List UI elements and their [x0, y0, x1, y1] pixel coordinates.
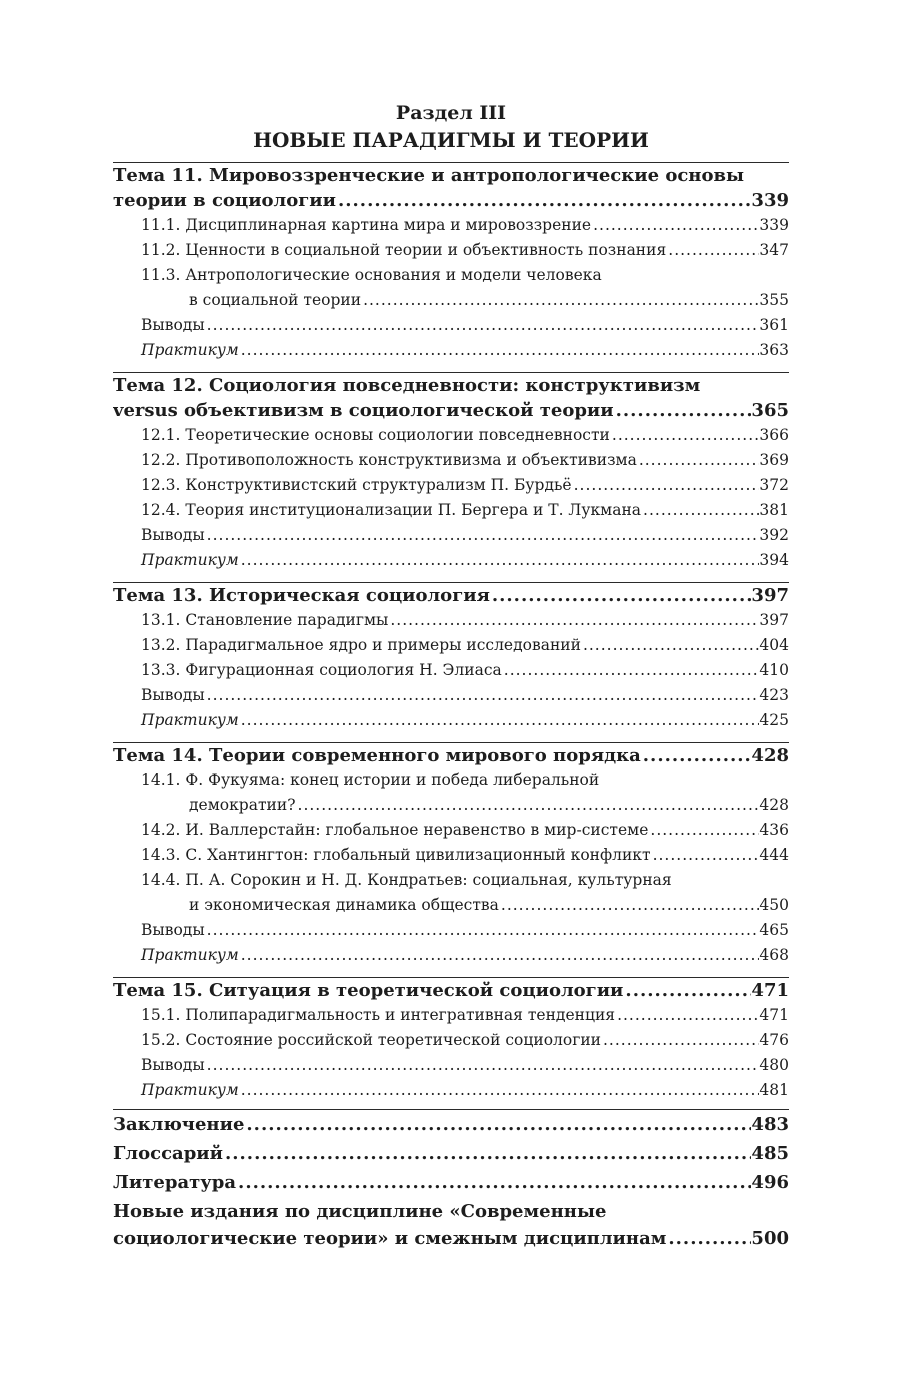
toc-entry[interactable]: [113, 213, 789, 238]
entry-text-line: Новые издания по дисциплине «Современные: [113, 1201, 607, 1222]
table-of-contents: [113, 100, 789, 1251]
dot-leader: [591, 213, 759, 238]
page-number: 480: [759, 1056, 789, 1074]
toc-topic-14: [113, 742, 789, 968]
toc-entry[interactable]: [113, 743, 789, 768]
toc-entry[interactable]: [113, 658, 789, 683]
page-number: 481: [759, 1081, 789, 1099]
toc-entry[interactable]: [113, 683, 789, 708]
entry-text: Выводы: [141, 1056, 205, 1074]
page-number: 397: [759, 611, 789, 629]
topic-title: Тема 13. Историческая социология: [113, 585, 490, 606]
page-number: 404: [759, 636, 789, 654]
dot-leader: [615, 1003, 759, 1028]
dot-leader: [336, 188, 751, 213]
page-number: 500: [751, 1228, 789, 1249]
entry-text: демократии?: [189, 796, 296, 814]
toc-entry[interactable]: [113, 238, 789, 263]
entry-text: 11.1. Дисциплинарная картина мира и мировоззрение: [141, 216, 592, 234]
section-heading: [113, 100, 789, 154]
entry-text: и экономическая динамика общества: [189, 896, 499, 914]
toc-topic-12: [113, 372, 789, 573]
toc-back-matter: [113, 1109, 789, 1251]
dot-leader: [572, 473, 760, 498]
toc-entry[interactable]: [113, 583, 789, 608]
toc-entry[interactable]: [113, 1226, 789, 1251]
entry-text: 13.1. Становление парадигмы: [141, 611, 389, 629]
entry-text: Выводы: [141, 526, 205, 544]
toc-entry[interactable]: [113, 1053, 789, 1078]
toc-entry[interactable]: [113, 523, 789, 548]
dot-leader: [614, 398, 752, 423]
toc-topic-11: [113, 162, 789, 363]
dot-leader: [610, 423, 760, 448]
toc-entry[interactable]: [113, 708, 789, 733]
toc-entry[interactable]: [113, 1110, 789, 1139]
entry-text: 12.2. Противоположность конструктивизма и объективизма: [141, 451, 637, 469]
toc-entry[interactable]: [113, 338, 789, 363]
toc-entry[interactable]: [113, 943, 789, 968]
toc-entry[interactable]: [113, 918, 789, 943]
page-number: 372: [759, 476, 789, 494]
page-number: 436: [759, 821, 789, 839]
page-number: 425: [759, 711, 789, 729]
page-number: 423: [759, 686, 789, 704]
entry-text: Заключение: [113, 1114, 245, 1135]
toc-entry[interactable]: [113, 978, 789, 1003]
dot-leader: [651, 843, 760, 868]
entry-text: Практикум: [141, 946, 239, 964]
entry-text: Выводы: [141, 316, 205, 334]
entry-text: Практикум: [141, 711, 239, 729]
dot-leader: [361, 288, 759, 313]
entry-text: 15.2. Состояние российской теоретической социологии: [141, 1031, 601, 1049]
page-number: 496: [751, 1172, 789, 1193]
page-number: 471: [759, 1006, 789, 1024]
section-title: НОВЫЕ ПАРАДИГМЫ И ТЕОРИИ: [253, 128, 649, 152]
page-number: 471: [751, 980, 789, 1001]
entry-text: 12.1. Теоретические основы социологии повседневности: [141, 426, 610, 444]
dot-leader: [637, 448, 760, 473]
page-number: 410: [759, 661, 789, 679]
dot-leader: [641, 498, 759, 523]
page-number: 428: [759, 796, 789, 814]
dot-leader: [623, 978, 751, 1003]
entry-text-line: 11.3. Антропологические основания и модели человека: [141, 266, 602, 284]
dot-leader: [648, 818, 759, 843]
page-number: 394: [759, 551, 789, 569]
page-number: 347: [759, 241, 789, 259]
dot-leader: [666, 1226, 751, 1251]
entry-text-line: 14.4. П. А. Сорокин и Н. Д. Кондратьев: социальная, культурная: [141, 871, 672, 889]
topic-title-line: теории в социологии: [113, 190, 336, 211]
dot-leader: [601, 1028, 759, 1053]
entry-text: Практикум: [141, 1081, 239, 1099]
topic-title: Тема 14. Теории современного мирового порядка: [113, 745, 641, 766]
topic-title-line: Тема 12. Социология повседневности: конструктивизм: [113, 375, 701, 396]
toc-entry[interactable]: [113, 893, 789, 918]
dot-leader: [499, 893, 760, 918]
entry-text: 14.2. И. Валлерстайн: глобальное неравенство в мир-системе: [141, 821, 649, 839]
page-number: 339: [751, 190, 789, 211]
entry-text: 12.3. Конструктивистский структурализм П. Бурдьё: [141, 476, 572, 494]
entry-text: 15.1. Полипарадигмальность и интегративная тенденция: [141, 1006, 616, 1024]
toc-entry[interactable]: [113, 1028, 789, 1053]
dot-leader: [223, 1139, 751, 1168]
toc-entry[interactable]: [113, 288, 789, 313]
page-number: 483: [751, 1114, 789, 1135]
page-number: 397: [751, 585, 789, 606]
toc-entry[interactable]: [113, 548, 789, 573]
dot-leader: [244, 1110, 751, 1139]
dot-leader: [205, 918, 760, 943]
dot-leader: [236, 1168, 751, 1197]
toc-entry[interactable]: [113, 313, 789, 338]
toc-entry[interactable]: [113, 1003, 789, 1028]
page-number: 444: [759, 846, 789, 864]
toc-entry[interactable]: [113, 843, 789, 868]
dot-leader: [205, 683, 760, 708]
page-number: 392: [759, 526, 789, 544]
dot-leader: [239, 1078, 760, 1103]
page-number: 428: [751, 745, 789, 766]
entry-text: Практикум: [141, 341, 239, 359]
page-number: 468: [759, 946, 789, 964]
dot-leader: [239, 548, 760, 573]
page-number: 381: [759, 501, 789, 519]
topic-title-line: Тема 11. Мировоззренческие и антропологические основы: [113, 165, 745, 186]
dot-leader: [490, 583, 752, 608]
toc-entry[interactable]: [113, 188, 789, 213]
page-number: 339: [759, 216, 789, 234]
dot-leader: [388, 608, 759, 633]
entry-text: 12.4. Теория институционализации П. Бергера и Т. Лукмана: [141, 501, 642, 519]
entry-text: 14.3. С. Хантингтон: глобальный цивилизационный конфликт: [141, 846, 651, 864]
dot-leader: [641, 743, 752, 768]
page-number: 366: [759, 426, 789, 444]
toc-entry[interactable]: [113, 398, 789, 423]
entry-text: в социальной теории: [189, 291, 362, 309]
topic-title-line: versus объективизм в социологической теории: [113, 400, 614, 421]
entry-text: социологические теории» и смежным дисциплинам: [113, 1228, 667, 1249]
page-number: 361: [759, 316, 789, 334]
dot-leader: [502, 658, 760, 683]
toc-entry[interactable]: [113, 793, 789, 818]
toc-entry[interactable]: [113, 498, 789, 523]
entry-text: 11.2. Ценности в социальной теории и объективность познания: [141, 241, 667, 259]
entry-text: 13.3. Фигурационная социология Н. Элиаса: [141, 661, 502, 679]
toc-entry[interactable]: [113, 473, 789, 498]
page-number: 363: [759, 341, 789, 359]
dot-leader: [205, 313, 760, 338]
page-number: 476: [759, 1031, 789, 1049]
entry-text: Глоссарий: [113, 1143, 223, 1164]
topic-title: Тема 15. Ситуация в теоретической социологии: [113, 980, 624, 1001]
section-label: Раздел III: [395, 102, 507, 124]
entry-text-line: 14.1. Ф. Фукуяма: конец истории и победа либеральной: [141, 771, 600, 789]
entry-text: Литература: [113, 1172, 237, 1193]
toc-entry[interactable]: [113, 633, 789, 658]
dot-leader: [205, 1053, 760, 1078]
dot-leader: [239, 943, 760, 968]
dot-leader: [296, 793, 760, 818]
toc-entry[interactable]: [113, 1168, 789, 1197]
entry-text: 13.2. Парадигмальное ядро и примеры исследований: [141, 636, 581, 654]
page-number: 369: [759, 451, 789, 469]
entry-text: Выводы: [141, 921, 205, 939]
toc-entry[interactable]: [113, 1139, 789, 1168]
dot-leader: [581, 633, 759, 658]
toc-topic-13: [113, 582, 789, 733]
toc-topic-15: [113, 977, 789, 1103]
page-number: 450: [759, 896, 789, 914]
dot-leader: [239, 708, 760, 733]
entry-text: Выводы: [141, 686, 205, 704]
toc-entry[interactable]: [113, 608, 789, 633]
page-number: 465: [759, 921, 789, 939]
toc-entry[interactable]: [113, 818, 789, 843]
dot-leader: [666, 238, 759, 263]
toc-entry[interactable]: [113, 1078, 789, 1103]
page-number: 365: [751, 400, 789, 421]
page-number: 485: [751, 1143, 789, 1164]
dot-leader: [205, 523, 760, 548]
entry-text: Практикум: [141, 551, 239, 569]
dot-leader: [239, 338, 760, 363]
toc-entry[interactable]: [113, 423, 789, 448]
toc-entry[interactable]: [113, 448, 789, 473]
page-number: 355: [759, 291, 789, 309]
